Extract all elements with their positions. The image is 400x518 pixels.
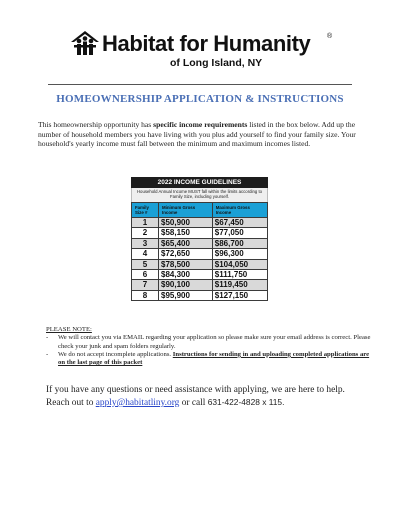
table-row [132,249,268,259]
minimum-income-cell: $72,650 [159,249,213,259]
phone-number: 631-422-4828 x 115. [207,397,285,407]
maximum-income-cell: $67,450 [212,218,267,228]
logo-title: Habitat for Humanity [102,31,311,56]
maximum-income-cell: $104,050 [212,259,267,269]
table-row [132,290,268,300]
notes-section [46,326,371,367]
intro-bold-text: specific income requirements [153,120,248,129]
maximum-income-cell: $96,300 [212,249,267,259]
guidelines-note: Household Annual Income MUST fall within the limits according to Family Size, including yourself. [131,188,268,202]
table-row [132,270,268,280]
dash-bullet: - [46,334,49,342]
family-size-cell: 8 [132,290,159,300]
family-size-cell: 7 [132,280,159,290]
table-row [132,218,268,228]
maximum-income-cell: $111,750 [212,270,267,280]
maximum-income-cell: $86,700 [212,238,267,248]
table-row [132,238,268,248]
family-size-cell: 3 [132,238,159,248]
intro-text-2: listed in the box below. Add up the number of household members you have living with you plus add yourself to find your family size. Your household's yearly income must fall between the minimum and maximum incomes listed. [38,120,356,149]
minimum-income-cell: $95,900 [159,290,213,300]
minimum-income-cell: $84,300 [159,270,213,280]
notes-title: PLEASE NOTE: [46,326,92,333]
maximum-income-cell: $77,050 [212,228,267,238]
minimum-income-cell: $90,100 [159,280,213,290]
intro-paragraph [38,120,363,149]
guidelines-grid [131,202,268,301]
family-size-cell: 4 [132,249,159,259]
minimum-income-cell: $50,900 [159,218,213,228]
note-text: We do not accept incomplete applications. [58,350,173,358]
guidelines-title: 2022 INCOME GUIDELINES [131,177,268,188]
dash-bullet: - [46,350,49,358]
note-item [46,334,371,351]
registered-mark: ® [327,33,333,40]
column-header-minimum: Minimum Gross Income [159,203,213,218]
email-link[interactable]: apply@habitatliny.org [95,398,180,408]
logo-subtitle: of Long Island, NY [170,57,263,69]
table-row [132,228,268,238]
column-header-maximum: Maximum Gross Income [212,203,267,218]
intro-text-1: This homeownership opportunity has [38,120,154,129]
header-rule [48,84,352,85]
habitat-logo [70,30,340,76]
page-heading: HOMEOWNERSHIP APPLICATION & INSTRUCTIONS [56,93,344,105]
family-size-cell: 5 [132,259,159,269]
maximum-income-cell: $127,150 [212,290,267,300]
minimum-income-cell: $65,400 [159,238,213,248]
contact-text-1: If you have any questions or need assistance with applying, we are here to help. Reach out to [46,385,345,408]
family-size-cell: 6 [132,270,159,280]
note-text: We will contact you via EMAIL regarding your application so please make sure your email address is correct. Please check your junk and spam folders regularly. [58,334,371,350]
table-header-row [132,203,268,218]
contact-text-2: or call [179,398,208,408]
family-size-cell: 1 [132,218,159,228]
column-header-family-size: Family Size # [132,203,159,218]
family-size-cell: 2 [132,228,159,238]
contact-paragraph [46,384,366,409]
note-item [46,351,371,368]
income-guidelines-table [131,177,268,301]
maximum-income-cell: $119,450 [212,280,267,290]
house-people-logo-icon [70,30,100,56]
note-instructions-emphasis: Instructions for sending in and uploading completed applications are on the last page of this packet [58,350,370,367]
minimum-income-cell: $78,500 [159,259,213,269]
table-row [132,259,268,269]
table-row [132,280,268,290]
minimum-income-cell: $58,150 [159,228,213,238]
